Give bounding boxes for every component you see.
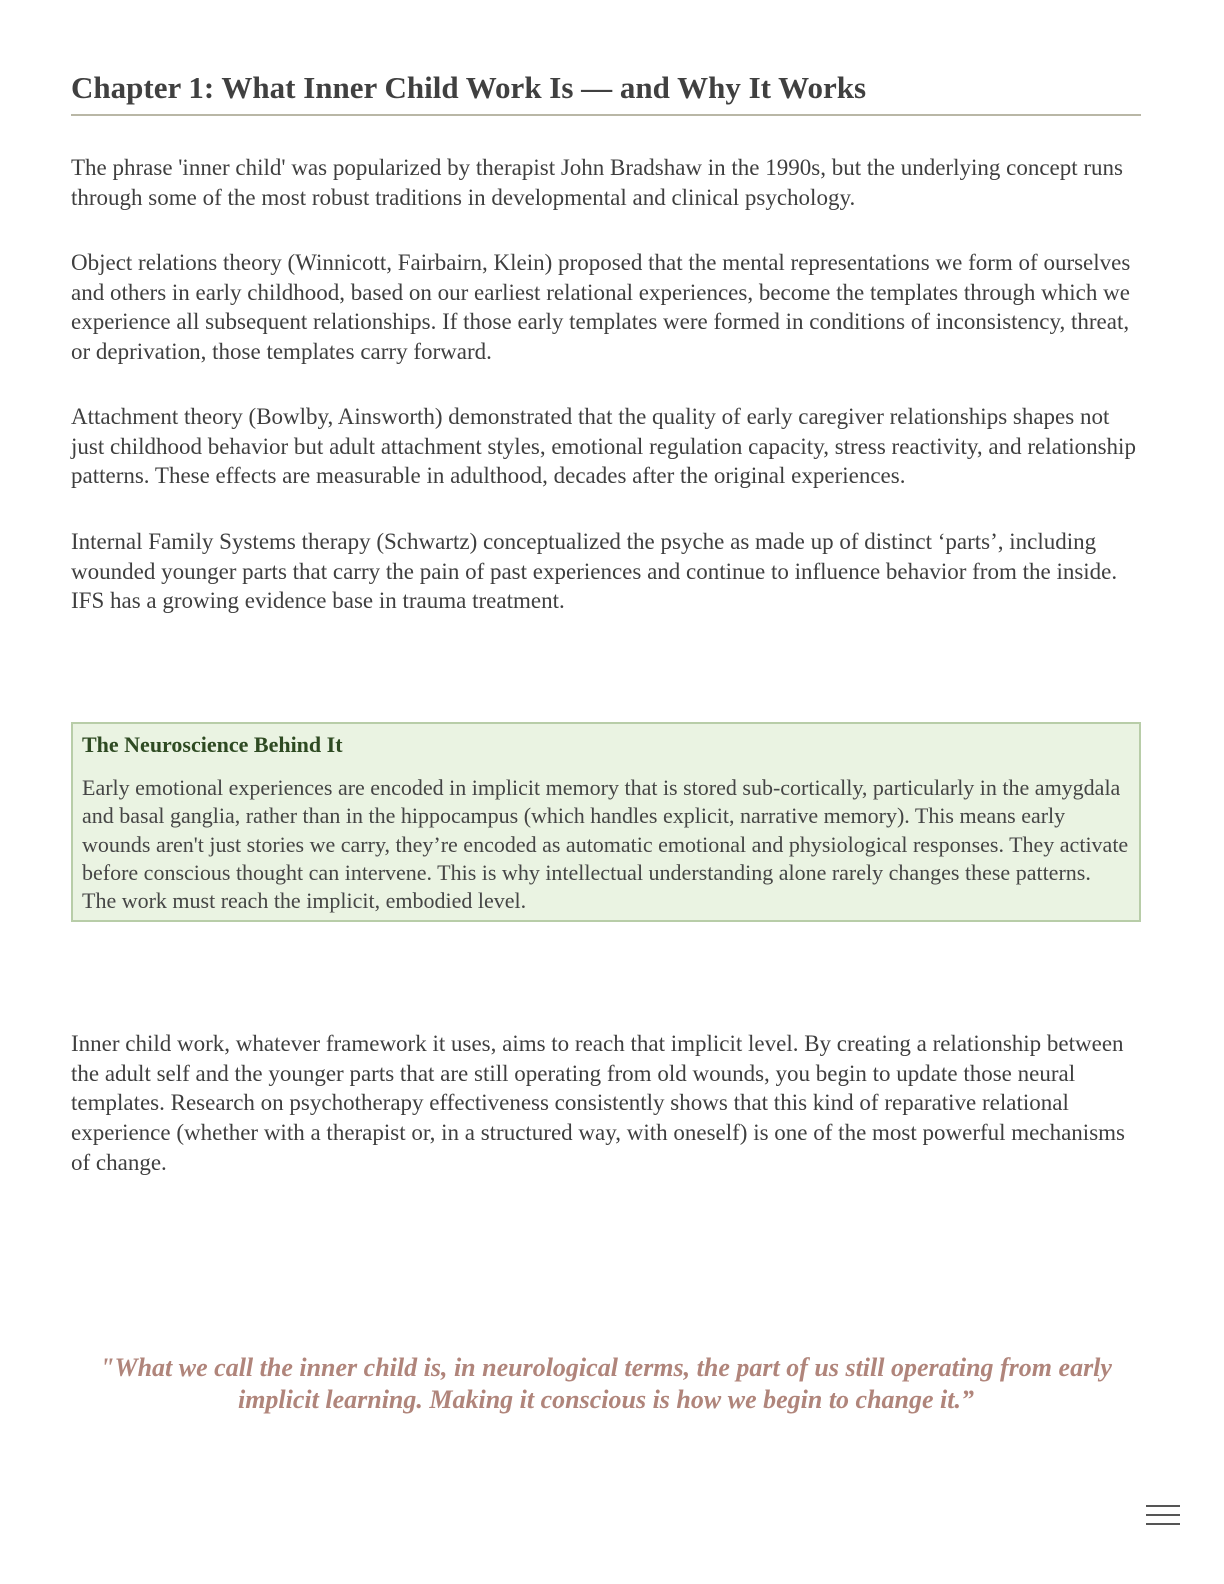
- menu-icon-bar: [1146, 1523, 1180, 1525]
- neuroscience-callout-box: [71, 722, 1141, 922]
- paragraph-inner-child-work: Inner child work, whatever framework it uses, aims to reach that implicit level. By creating a relationship between the adult self and the younger parts that are still operating from old wounds, you begin to update those neural templates. Research on psychotherapy effectiveness consistently shows that this kind of reparative relational experience (whether with a therapist or, in a structured way, with oneself) is one of the most powerful mechanisms of change.: [71, 1031, 1125, 1175]
- callout-title: The Neuroscience Behind It: [82, 732, 343, 757]
- menu-icon-bar: [1146, 1505, 1180, 1507]
- callout-body: Early emotional experiences are encoded in implicit memory that is stored sub-cortically, particularly in the amygdala and basal ganglia, rather than in the hippocampus (which handles explicit, narrative memory). This means early wounds aren't just stories we carry, they’re encoded as automatic emotional and physiological responses. They activate before conscious thought can intervene. This is why intellectual understanding alone rarely changes these patterns. The work must reach the implicit, embodied level.: [82, 775, 1129, 914]
- chapter-title: Chapter 1: What Inner Child Work Is — and Why It Works: [71, 68, 1141, 116]
- paragraph-intro: The phrase 'inner child' was popularized by therapist John Bradshaw in the 1990s, but the underlying concept runs through some of the most robust traditions in developmental and clinical psychology.: [71, 155, 1123, 210]
- menu-icon-bar: [1146, 1514, 1180, 1516]
- paragraph-attachment-theory: Attachment theory (Bowlby, Ainsworth) demonstrated that the quality of early caregiver relationships shapes not just childhood behavior but adult attachment styles, emotional regulation capacity, stress reactivity, and relationship patterns. These effects are measurable in adulthood, decades after the original experiences.: [71, 404, 1136, 489]
- paragraph-object-relations: Object relations theory (Winnicott, Fairbairn, Klein) proposed that the mental representations we form of ourselves and others in early childhood, based on our earliest relational experiences, become the templates through which we experience all subsequent relationships. If those early templates were formed in conditions of inconsistency, threat, or deprivation, those templates carry forward.: [71, 250, 1131, 365]
- paragraph-ifs: Internal Family Systems therapy (Schwartz) conceptualized the psyche as made up of distinct ‘parts’, including wounded younger parts that carry the pain of past experiences and continue to influence behavior from the inside. IFS has a growing evidence base in trauma treatment.: [71, 529, 1118, 614]
- pull-quote: "What we call the inner child is, in neurological terms, the part of us still operating from early implicit learning. Making it conscious is how we begin to change it.”: [100, 1353, 1112, 1414]
- hamburger-menu-icon[interactable]: [1146, 1505, 1180, 1525]
